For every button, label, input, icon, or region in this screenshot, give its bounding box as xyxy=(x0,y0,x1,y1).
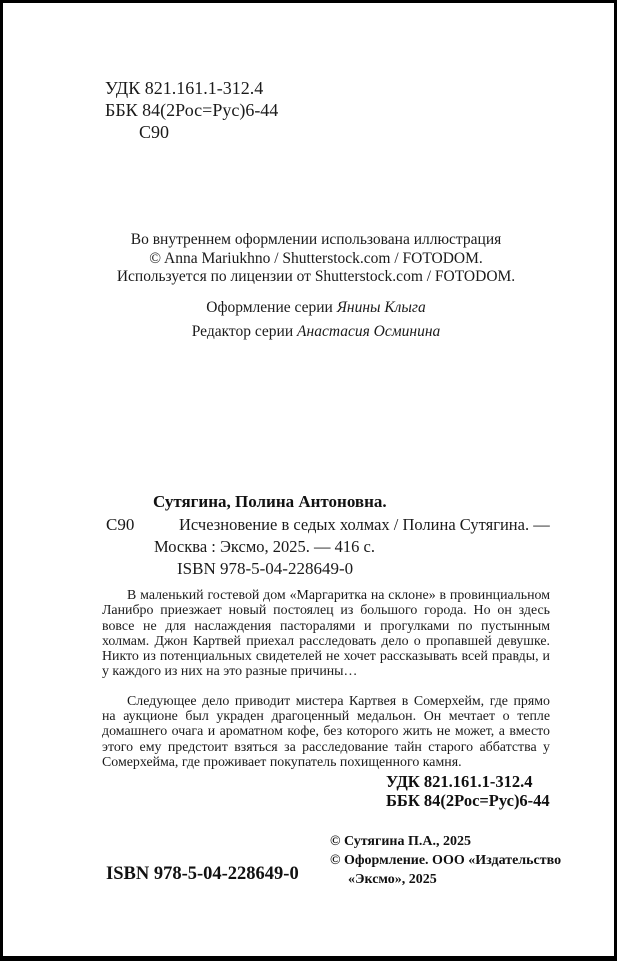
copyright-design-line-2: «Эксмо», 2025 xyxy=(348,872,437,887)
copyright-author-line: © Сутягина П.А., 2025 xyxy=(330,834,471,849)
series-editor-name: Анастасия Осминина xyxy=(297,322,441,340)
series-designer-name: Янины Клыга xyxy=(336,298,426,316)
illustration-credit-line-2: © Anna Mariukhno / Shutterstock.com / FOTODOM. xyxy=(149,249,483,267)
annotation-paragraph-2: Следующее дело приводит мистера Картвея в Сомерхейм, где прямо на аукционе был украден драгоценный медальон. Он мечтает о тепле домашнего очага и ароматном кофе, без которого жить не может, а вместо этого ему предстоит взяться за расследование тайн старого аббатства у Сомерхейма, где проживает покупатель похищенного камня. xyxy=(102,693,550,770)
series-editor-line xyxy=(81,321,551,343)
copyright-design-line-1: © Оформление. ООО «Издательство xyxy=(330,853,562,868)
catalog-isbn: ISBN 978-5-04-228649-0 xyxy=(177,559,354,578)
annotation-block xyxy=(102,588,550,770)
top-classification-block xyxy=(105,77,278,143)
bottom-isbn: ISBN 978-5-04-228649-0 xyxy=(106,864,299,884)
footer-bbk-line: ББК 84(2Рос=Рус)6-44 xyxy=(386,790,550,810)
series-editor-label: Редактор серии xyxy=(191,322,298,340)
footer-udk-line: УДК 821.161.1-312.4 xyxy=(386,772,533,791)
series-designer-line xyxy=(81,297,551,319)
illustration-credits-block xyxy=(81,231,551,343)
bbk-line: ББК 84(2Рос=Рус)6-44 xyxy=(105,100,279,120)
copyright-block xyxy=(330,832,561,889)
catalog-title-line: Исчезновение в седых холмах / Полина Сутягина. — xyxy=(179,515,550,534)
catalog-author-sign: С90 xyxy=(106,515,135,534)
udk-line: УДК 821.161.1-312.4 xyxy=(105,78,264,98)
illustration-credit-line-1: Во внутреннем оформлении использована иллюстрация xyxy=(130,231,502,248)
illustration-credit-line-3: Используется по лицензии от Shutterstock.com / FOTODOM. xyxy=(116,268,516,285)
series-designer-label: Оформление серии xyxy=(206,298,337,316)
catalog-author: Сутягина, Полина Антоновна. xyxy=(153,492,387,511)
annotation-paragraph-1: В маленький гостевой дом «Маргаритка на склоне» в провинциальном Ланибро приезжает новый постоялец из большого города. Но он здесь вовсе не для наслаждения пасторалями и прогулками по пустынным холмам. Джон Картвей приехал расследовать дело о пропавшей девушке. Никто из потенциальных свидетелей не хочет рассказывать всей правды, и у каждого из них на это разные причины… xyxy=(102,588,550,680)
footer-classification-block xyxy=(386,773,550,810)
author-sign: С90 xyxy=(139,122,170,142)
catalog-publisher-line: Москва : Эксмо, 2025. — 416 с. xyxy=(154,537,375,556)
